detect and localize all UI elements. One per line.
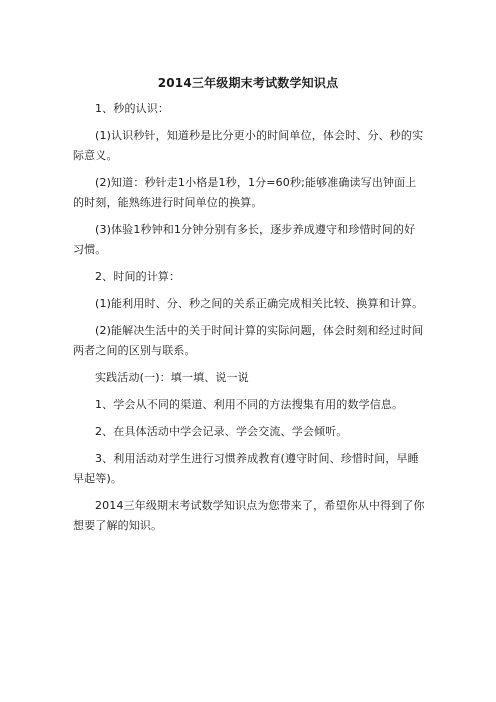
paragraph-activity-1: 1、学会从不同的渠道、利用不同的方法搜集有用的数学信息。 (95, 398, 404, 411)
document-title: 2014三年级期末考试数学知识点 (157, 76, 339, 90)
paragraph-activity-3: 3、利用活动对学生进行习惯养成教育(遵守时间、珍惜时间，早睡早起等)。 (73, 452, 419, 485)
paragraph-2-2: (2)能解决生活中的关于时间计算的实际问题，体会时刻和经过时间两者之间的区别与联系。 (73, 324, 424, 357)
paragraph-1-3: (3)体验1秒钟和1分钟分别有多长，逐步养成遵守和珍惜时间的好习惯。 (73, 223, 416, 256)
paragraph-section-2-heading: 2、时间的计算： (95, 270, 181, 283)
paragraph-section-1-heading: 1、秒的认识： (95, 102, 170, 115)
paragraph-closing: 2014三年级期末考试数学知识点为您带来了，希望你从中得到了你想要了解的知识。 (73, 499, 425, 532)
paragraph-1-1: (1)认识秒针，知道秒是比分更小的时间单位，体会时、分、秒的实际意义。 (73, 129, 424, 162)
paragraph-1-2: (2)知道：秒针走1小格是1秒，1分=60秒;能够准确读写出钟面上的时刻，能熟练进行时间单位的换算。 (73, 176, 417, 209)
paragraph-activity-heading: 实践活动(一)：填一填、说一说 (95, 371, 249, 384)
paragraph-activity-2: 2、在具体活动中学会记录、学会交流、学会倾听。 (95, 425, 348, 438)
document-body (73, 99, 425, 543)
paragraph-2-1: (1)能利用时、分、秒之间的关系正确完成相关比较、换算和计算。 (95, 297, 424, 310)
